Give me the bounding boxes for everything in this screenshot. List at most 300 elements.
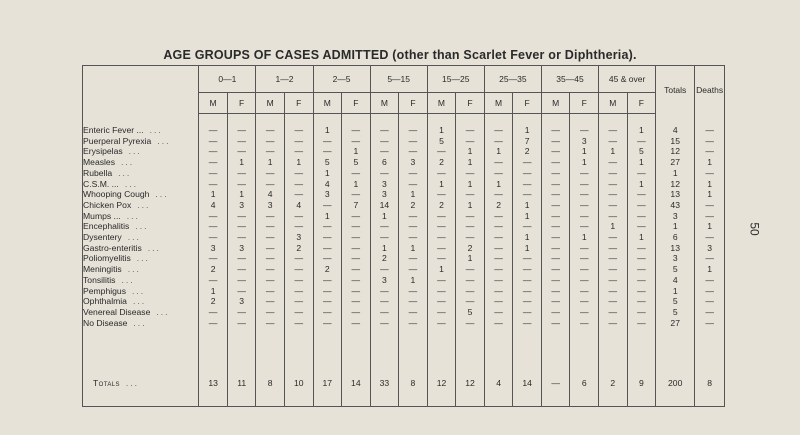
table-cell: — — [484, 296, 513, 307]
spacer-cell — [627, 394, 656, 407]
row-label — [83, 307, 199, 318]
row-label — [83, 232, 199, 243]
row-label-text: Measles — [83, 157, 115, 168]
table-cell: — — [284, 286, 313, 297]
spacer-cell — [541, 328, 570, 372]
table-cell: 1 — [695, 189, 725, 200]
table-cell: — — [227, 146, 256, 157]
table-cell: — — [284, 264, 313, 275]
spacer-cell — [513, 328, 542, 372]
spacer-cell — [370, 394, 399, 407]
table-cell: — — [627, 221, 656, 232]
table-cell: — — [399, 307, 428, 318]
table-cell: 1 — [599, 221, 628, 232]
table-cell: — — [427, 232, 456, 243]
row-label-text: Dysentery — [83, 232, 122, 243]
table-cell: — — [199, 211, 228, 222]
table-cell: — — [513, 318, 542, 329]
table-cell: — — [541, 168, 570, 179]
spacer-cell — [227, 328, 256, 372]
table-cell: 14 — [513, 372, 542, 394]
table-cell: 1 — [484, 179, 513, 190]
table-cell: 1 — [399, 275, 428, 286]
table-cell: 1 — [513, 243, 542, 254]
table-cell: 1 — [342, 179, 371, 190]
spacer-cell — [513, 114, 542, 126]
row-label-text: Gastro-enteritis — [83, 242, 142, 253]
row-label-text: Rubella — [83, 167, 113, 178]
row-label-text: Totals — [93, 378, 120, 389]
table-cell: — — [427, 221, 456, 232]
table-cell: 14 — [370, 200, 399, 211]
table-cell: 1 — [695, 157, 725, 168]
table-cell: 3 — [656, 253, 695, 264]
table-cell: 13 — [656, 189, 695, 200]
table-cell: 3 — [399, 157, 428, 168]
deaths-column-header: Deaths — [695, 66, 725, 114]
table-cell: — — [484, 157, 513, 168]
table-cell: — — [227, 286, 256, 297]
table-cell: — — [599, 179, 628, 190]
table-cell: 1 — [627, 125, 656, 136]
table-row — [83, 136, 725, 147]
spacer-cell — [313, 328, 342, 372]
table-cell: — — [227, 232, 256, 243]
table-cell: — — [599, 136, 628, 147]
table-cell: 5 — [342, 157, 371, 168]
table-cell: — — [342, 189, 371, 200]
leader-dots: ... — [132, 296, 147, 307]
table-row — [83, 179, 725, 190]
spacer-cell — [599, 394, 628, 407]
table-cell: — — [227, 168, 256, 179]
row-label — [83, 372, 199, 394]
table-cell: — — [484, 211, 513, 222]
table-cell: — — [456, 168, 485, 179]
table-cell: — — [313, 221, 342, 232]
sex-header: M — [313, 93, 342, 114]
table-cell: — — [256, 318, 285, 329]
spacer-cell — [227, 114, 256, 126]
spacer-cell — [627, 328, 656, 372]
header-blank-cell — [83, 66, 199, 114]
table-cell: — — [313, 200, 342, 211]
table-row — [83, 157, 725, 168]
table-cell: 3 — [370, 179, 399, 190]
table-cell: — — [513, 286, 542, 297]
table-cell: 4 — [199, 200, 228, 211]
table-cell: — — [342, 286, 371, 297]
table-cell: — — [342, 221, 371, 232]
table-cell: — — [541, 296, 570, 307]
table-cell: — — [570, 189, 599, 200]
spacer-row — [83, 114, 725, 126]
table-cell: — — [627, 136, 656, 147]
table-cell: — — [399, 168, 428, 179]
table-cell: — — [399, 211, 428, 222]
table-cell: — — [256, 275, 285, 286]
table-cell: 1 — [284, 157, 313, 168]
table-cell: 8 — [256, 372, 285, 394]
table-cell: — — [484, 318, 513, 329]
table-cell: — — [256, 221, 285, 232]
table-row — [83, 286, 725, 297]
table-cell: — — [284, 189, 313, 200]
spacer-cell — [427, 328, 456, 372]
table-cell: — — [342, 232, 371, 243]
totals-column-header: Totals — [656, 66, 695, 114]
sex-header: M — [541, 93, 570, 114]
table-cell: 1 — [256, 157, 285, 168]
age-group-header: 25—35 — [484, 66, 541, 93]
table-cell: — — [342, 136, 371, 147]
table-cell: — — [456, 275, 485, 286]
table-cell: — — [541, 125, 570, 136]
table-row — [83, 275, 725, 286]
table-cell: — — [227, 307, 256, 318]
sex-header: M — [370, 93, 399, 114]
table-cell: 1 — [427, 125, 456, 136]
spacer-cell — [656, 394, 695, 407]
table-cell: — — [599, 243, 628, 254]
table-cell: 1 — [227, 189, 256, 200]
table-cell: — — [227, 221, 256, 232]
table-cell: 2 — [284, 243, 313, 254]
age-groups-table — [82, 65, 725, 407]
table-cell: — — [484, 136, 513, 147]
table-cell: 33 — [370, 372, 399, 394]
table-cell: — — [570, 221, 599, 232]
table-cell: 27 — [656, 157, 695, 168]
table-cell: — — [484, 243, 513, 254]
table-cell: — — [370, 232, 399, 243]
table-cell: 5 — [656, 307, 695, 318]
table-cell: — — [599, 168, 628, 179]
table-cell: 2 — [370, 253, 399, 264]
table-cell: — — [313, 275, 342, 286]
table-cell: 1 — [656, 168, 695, 179]
row-label — [83, 296, 199, 307]
table-cell: — — [199, 179, 228, 190]
table-cell: 1 — [427, 264, 456, 275]
table-cell: — — [484, 275, 513, 286]
table-cell: — — [484, 125, 513, 136]
table-cell: 12 — [427, 372, 456, 394]
table-cell: — — [484, 286, 513, 297]
spacer-cell — [484, 114, 513, 126]
spacer-cell — [599, 328, 628, 372]
table-cell: — — [599, 318, 628, 329]
row-label — [83, 264, 199, 275]
table-cell: — — [256, 264, 285, 275]
age-group-header: 35—45 — [541, 66, 598, 93]
table-cell: — — [695, 307, 725, 318]
table-cell: 3 — [656, 211, 695, 222]
table-cell: 3 — [227, 200, 256, 211]
table-cell: 1 — [199, 189, 228, 200]
table-cell: 14 — [342, 372, 371, 394]
spacer-cell — [83, 328, 199, 372]
table-cell: 1 — [627, 157, 656, 168]
table-cell: — — [456, 211, 485, 222]
table-cell: — — [541, 211, 570, 222]
table-cell: 1 — [199, 286, 228, 297]
table-cell: — — [370, 168, 399, 179]
table-cell: — — [284, 275, 313, 286]
table-cell: — — [427, 146, 456, 157]
table-cell: — — [484, 189, 513, 200]
table-row — [83, 296, 725, 307]
table-cell: 4 — [284, 200, 313, 211]
sex-header: M — [484, 93, 513, 114]
table-cell: — — [370, 307, 399, 318]
table-cell: — — [541, 307, 570, 318]
table-cell: 8 — [399, 372, 428, 394]
table-cell: — — [284, 125, 313, 136]
table-cell: — — [342, 318, 371, 329]
table-cell: 1 — [313, 125, 342, 136]
table-row — [83, 168, 725, 179]
table-cell: — — [456, 125, 485, 136]
table-cell: — — [695, 286, 725, 297]
sex-header: F — [284, 93, 313, 114]
row-label — [83, 275, 199, 286]
spacer-cell — [199, 394, 228, 407]
row-label — [83, 243, 199, 254]
table-cell: — — [695, 168, 725, 179]
sex-header: F — [570, 93, 599, 114]
table-row — [83, 318, 725, 329]
table-cell: — — [513, 275, 542, 286]
table-cell: 6 — [570, 372, 599, 394]
table-cell: 10 — [284, 372, 313, 394]
table-cell: 1 — [370, 211, 399, 222]
table-cell: — — [427, 318, 456, 329]
row-label-text: Ophthalmia — [83, 296, 127, 307]
table-cell: 2 — [513, 146, 542, 157]
row-label-text: Puerperal Pyrexia — [83, 135, 152, 146]
table-cell: — — [695, 146, 725, 157]
table-cell: — — [256, 168, 285, 179]
leader-dots: ... — [136, 253, 150, 264]
table-cell: — — [256, 243, 285, 254]
spacer-cell — [484, 328, 513, 372]
table-cell: — — [599, 189, 628, 200]
row-label-text: Chicken Pox — [83, 199, 132, 210]
table-cell: 1 — [313, 168, 342, 179]
table-cell: 12 — [656, 179, 695, 190]
table-cell: — — [399, 221, 428, 232]
table-cell: — — [427, 286, 456, 297]
row-label — [83, 211, 199, 222]
table-cell: — — [256, 253, 285, 264]
spacer-cell — [256, 328, 285, 372]
table-cell: — — [541, 136, 570, 147]
table-cell: 2 — [484, 200, 513, 211]
table-cell: — — [427, 275, 456, 286]
spacer-cell — [227, 394, 256, 407]
leader-dots: ... — [156, 306, 170, 317]
spacer-cell — [541, 114, 570, 126]
table-cell: — — [570, 286, 599, 297]
table-cell: — — [456, 136, 485, 147]
table-cell: — — [256, 286, 285, 297]
table-cell: — — [227, 179, 256, 190]
table-cell: 13 — [199, 372, 228, 394]
table-cell: — — [541, 189, 570, 200]
table-cell: — — [570, 200, 599, 211]
table-cell: — — [256, 179, 285, 190]
table-cell: — — [399, 286, 428, 297]
table-cell: — — [399, 232, 428, 243]
table-cell: — — [256, 146, 285, 157]
table-cell: — — [513, 296, 542, 307]
table-cell: — — [570, 125, 599, 136]
table-cell: — — [484, 168, 513, 179]
leader-dots: ... — [124, 178, 138, 189]
spacer-cell — [313, 114, 342, 126]
table-cell: — — [199, 275, 228, 286]
table-cell: — — [627, 168, 656, 179]
table-cell: — — [370, 221, 399, 232]
table-cell: — — [695, 275, 725, 286]
table-cell: — — [541, 372, 570, 394]
table-cell: — — [484, 221, 513, 232]
table-cell: — — [456, 296, 485, 307]
table-cell: — — [313, 136, 342, 147]
leader-dots: ... — [121, 157, 135, 168]
table-row — [83, 146, 725, 157]
table-cell: — — [599, 253, 628, 264]
table-cell: 9 — [627, 372, 656, 394]
table-cell: — — [599, 125, 628, 136]
age-group-header: 45 & over — [599, 66, 656, 93]
table-row — [83, 189, 725, 200]
age-group-header: 0—1 — [199, 66, 256, 93]
table-cell: — — [313, 146, 342, 157]
sex-header: M — [427, 93, 456, 114]
table-cell: — — [695, 136, 725, 147]
sex-header: F — [227, 93, 256, 114]
table-cell: — — [513, 168, 542, 179]
row-label-text: Whooping Cough — [83, 189, 150, 200]
table-cell: — — [342, 264, 371, 275]
table-cell: — — [570, 211, 599, 222]
table-cell: — — [342, 125, 371, 136]
table-cell: — — [627, 253, 656, 264]
spacer-cell — [627, 114, 656, 126]
table-cell: — — [284, 136, 313, 147]
table-title: AGE GROUPS OF CASES ADMITTED (other than Scarlet Fever or Diphtheria). — [163, 48, 637, 62]
table-cell: 2 — [599, 372, 628, 394]
table-cell: — — [541, 264, 570, 275]
table-cell: — — [484, 232, 513, 243]
spacer-cell — [399, 328, 428, 372]
table-cell: — — [399, 136, 428, 147]
table-cell: 3 — [570, 136, 599, 147]
table-cell: — — [695, 125, 725, 136]
table-cell: — — [427, 168, 456, 179]
table-cell: 1 — [627, 232, 656, 243]
table-cell: — — [427, 307, 456, 318]
table-cell: — — [284, 179, 313, 190]
table-row — [83, 211, 725, 222]
spacer-cell — [342, 394, 371, 407]
table-cell: 1 — [513, 200, 542, 211]
table-cell: — — [342, 296, 371, 307]
table-cell: — — [456, 189, 485, 200]
row-label-text: Poliomyelitis — [83, 253, 131, 264]
age-group-header: 1—2 — [256, 66, 313, 93]
table-cell: — — [484, 307, 513, 318]
table-cell: 1 — [570, 157, 599, 168]
table-cell: — — [570, 243, 599, 254]
table-cell: — — [227, 125, 256, 136]
table-cell: — — [313, 286, 342, 297]
table-cell: — — [513, 157, 542, 168]
spacer-cell — [656, 114, 695, 126]
table-cell: — — [627, 296, 656, 307]
table-cell: — — [199, 318, 228, 329]
row-label — [83, 286, 199, 297]
table-cell: 3 — [695, 243, 725, 254]
row-label-text: Venereal Disease — [83, 306, 151, 317]
table-cell: 1 — [570, 146, 599, 157]
table-cell: — — [627, 200, 656, 211]
leader-dots: ... — [133, 317, 147, 328]
row-label — [83, 125, 199, 136]
row-label — [83, 179, 199, 190]
table-cell: — — [599, 286, 628, 297]
table-cell: 15 — [656, 136, 695, 147]
table-cell: 1 — [513, 125, 542, 136]
spacer-cell — [256, 114, 285, 126]
table-cell: — — [541, 157, 570, 168]
table-cell: — — [541, 286, 570, 297]
spacer-cell — [342, 114, 371, 126]
table-cell: — — [227, 253, 256, 264]
row-label — [83, 200, 199, 211]
table-cell: — — [342, 253, 371, 264]
table-cell: — — [599, 232, 628, 243]
table-cell: — — [284, 296, 313, 307]
leader-dots: ... — [155, 189, 169, 200]
sex-header: M — [599, 93, 628, 114]
spacer-cell — [256, 394, 285, 407]
table-cell: 1 — [599, 146, 628, 157]
table-cell: — — [284, 211, 313, 222]
table-cell: — — [313, 318, 342, 329]
leader-dots: ... — [125, 378, 140, 389]
table-cell: 1 — [456, 200, 485, 211]
table-cell: — — [370, 125, 399, 136]
table-cell: — — [342, 211, 371, 222]
table-cell: — — [695, 318, 725, 329]
table-cell: 1 — [456, 157, 485, 168]
table-cell: — — [370, 264, 399, 275]
table-cell: 3 — [227, 243, 256, 254]
table-cell: — — [284, 146, 313, 157]
table-cell: — — [227, 136, 256, 147]
table-cell: 1 — [370, 243, 399, 254]
table-cell: — — [599, 157, 628, 168]
table-cell: — — [570, 296, 599, 307]
table-cell: — — [456, 286, 485, 297]
table-cell: — — [627, 243, 656, 254]
table-cell: — — [695, 200, 725, 211]
table-cell: 1 — [456, 146, 485, 157]
sex-header: F — [513, 93, 542, 114]
